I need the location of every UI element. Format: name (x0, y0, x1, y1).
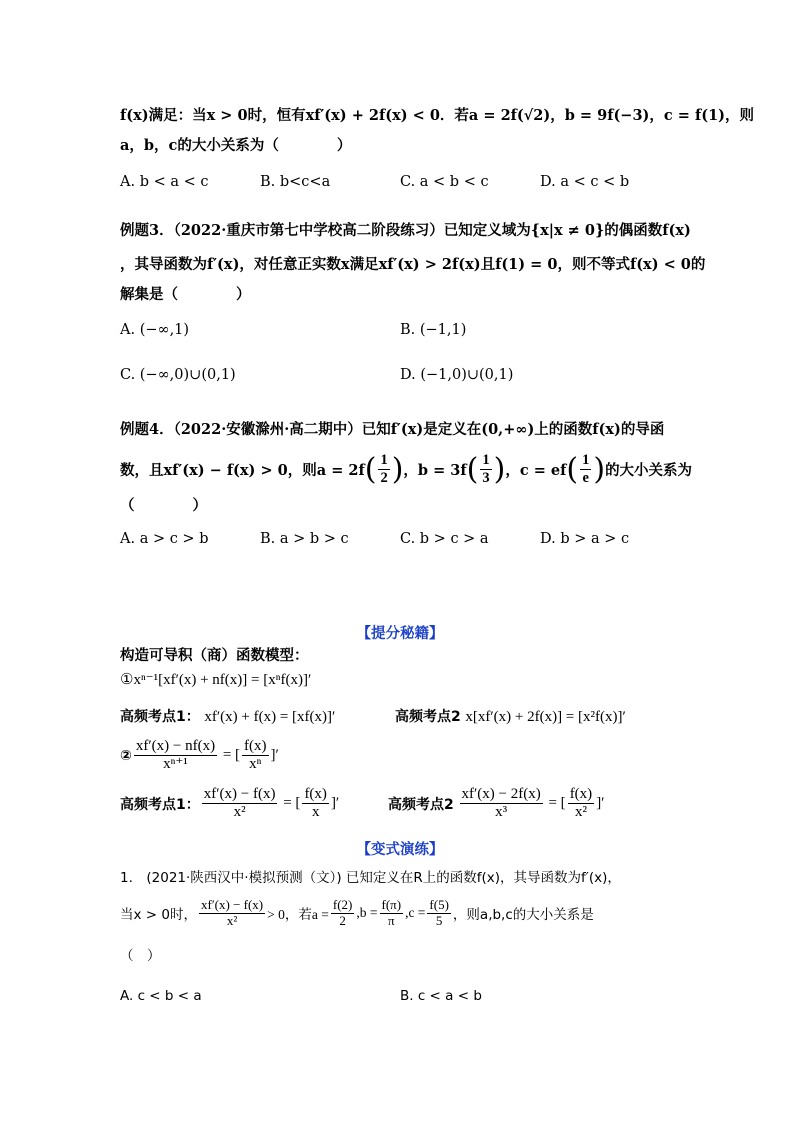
high-freq-row (395, 706, 626, 726)
denominator: x³ (495, 804, 508, 821)
inequality-text: > 0，若a = (267, 907, 329, 923)
fraction (460, 786, 543, 822)
numerator: 1 (380, 452, 388, 469)
fraction (380, 898, 404, 929)
model-2-mark: ② (120, 747, 132, 764)
b-expression: ，b = 3f (403, 462, 467, 479)
numerator: 1 (482, 452, 490, 469)
paren-close-icon: ) (593, 452, 606, 487)
denominator: xⁿ (249, 756, 262, 773)
high-freq-row: 高频考点1： $\frac{xf'(x) - f(x)}{\text{x²}}$ = [ $\frac{f(x)}{x}$ ]′ (120, 786, 340, 821)
numerator: f(x) (242, 738, 269, 756)
denominator: 5 (435, 912, 443, 928)
high-freq-row (120, 706, 335, 726)
example-4-heading: 例题4．（2022·安徽滁州·高二期中）已知f′(x)是定义在(0,+∞)上的函数f(x)的导函 (120, 421, 665, 438)
practice-question-line: （ ） (120, 948, 161, 964)
fraction (480, 452, 491, 486)
denominator: x² (233, 804, 246, 821)
line-suffix: 的大小关系为 (605, 462, 693, 479)
numerator: xf′(x) − 2f(x) (460, 786, 543, 804)
denominator: π (387, 912, 395, 928)
paren-open-icon: ( (466, 452, 479, 487)
fraction (580, 452, 591, 486)
option-c: C. b > c > a (400, 531, 489, 547)
numerator: f(5) (429, 897, 449, 912)
section-title-practice: 【变式演练】 (356, 842, 444, 858)
high-freq-row: 高频考点2 $\frac{xf'(x) - 2f(x)}{\text{x³}}$ = [ $\frac{f(x)}{\text{x²}}$ ]′ (388, 786, 605, 821)
high-freq-label: 高频考点1： (120, 709, 200, 725)
option-c: C. (−∞,0)∪(0,1) (120, 367, 236, 383)
denominator: x² (226, 912, 238, 928)
paren-close-icon: ) (391, 452, 404, 487)
option-b: B. a > b > c (260, 531, 349, 547)
fraction (568, 786, 595, 822)
line-prefix: 数，且xf′(x) − f(x) > 0，则a = 2f (120, 462, 365, 479)
paren-close-icon: ) (493, 452, 506, 487)
option-b: B. c < a < b (400, 988, 482, 1004)
fraction (427, 898, 451, 929)
question-text-line: （ ） (120, 497, 207, 514)
question-text-line: 解集是（ ） (120, 286, 251, 303)
fraction (199, 898, 265, 929)
high-freq-label: 高频考点2 (395, 709, 461, 725)
fraction (202, 786, 278, 822)
option-d: D. b > a > c (540, 531, 630, 547)
numerator: f(x) (302, 786, 329, 804)
option-a: A. (−∞,1) (120, 322, 190, 338)
high-freq-label: 高频考点1： (120, 796, 200, 813)
high-freq-label: 高频考点2 (388, 796, 454, 813)
numerator: xf′(x) − nf(x) (134, 738, 217, 756)
condition-text: 当x > 0时， (120, 907, 197, 924)
question-text-line: ，其导函数为f′(x)，对任意正实数x满足xf′(x) > 2f(x)且f(1) = 0，则不等式f(x) < 0的 (120, 256, 706, 273)
option-d: D. a < c < b (540, 174, 630, 190)
numerator: xf′(x) − f(x) (200, 897, 264, 912)
fraction (302, 786, 329, 822)
denominator: x (311, 804, 320, 821)
option-a: A. a > c > b (120, 531, 209, 547)
option-d: D. (−1,0)∪(0,1) (400, 367, 514, 383)
option-b: B. (−1,1) (400, 322, 467, 338)
option-a: A. c < b < a (120, 988, 202, 1004)
denominator: xⁿ⁺¹ (163, 756, 188, 773)
practice-question-line (120, 898, 594, 929)
model-1-formula: ①xⁿ⁻¹[xf′(x) + nf(x)] = [xⁿf(x)]′ (120, 672, 312, 688)
question-text-line: f(x)满足：当x > 0时，恒有xf′(x) + 2f(x) < 0．若a = 2f(√2)，b = 9f(−3)，c = f(1)，则 (120, 107, 755, 124)
question-text-line (120, 452, 692, 487)
practice-question-line: 1. (2021·陕西汉中·模拟预测（文）) 已知定义在R上的函数f(x)，其导函数为f′(x)， (120, 870, 621, 886)
numerator: f(x) (568, 786, 595, 804)
c-expression: ,c = (405, 905, 426, 921)
fraction (378, 452, 389, 486)
denominator: 3 (482, 470, 490, 486)
numerator: f(2) (332, 897, 353, 912)
fraction (134, 738, 217, 774)
denominator: e (582, 470, 589, 486)
high-freq-formula: xf′(x) + f(x) = [xf(x)]′ (204, 709, 336, 725)
denominator: x² (574, 804, 587, 821)
option-b: B. b<c<a (260, 174, 331, 190)
model-2-formula: ② $\frac{xf'(x) - nf(x)}{\text{xⁿ⁺¹}}$ = [ $\frac{f(x)}{\text{xⁿ}}$ ]′ (120, 738, 279, 773)
c-expression: ，c = ef (505, 462, 567, 479)
fraction (331, 898, 355, 929)
example-3-heading: 例题3．（2022·重庆市第七中学校高二阶段练习）已知定义域为{x|x ≠ 0}的偶函数f(x) (120, 222, 691, 239)
option-c: C. a < b < c (400, 174, 489, 190)
paren-open-icon: ( (364, 452, 377, 487)
denominator: 2 (380, 470, 388, 486)
numerator: f(π) (381, 897, 402, 912)
tips-subtitle: 构造可导积（商）函数模型： (120, 647, 309, 664)
fraction (242, 738, 269, 774)
section-title-tips: 【提分秘籍】 (356, 626, 444, 642)
question-text-line: a，b，c的大小关系为（ ） (120, 137, 352, 154)
high-freq-formula: x[xf′(x) + 2f(x)] = [x²f(x)]′ (465, 709, 626, 725)
option-a: A. b < a < c (120, 174, 209, 190)
question-tail: ，则a,b,c的大小关系是 (452, 907, 594, 924)
denominator: 2 (339, 912, 346, 928)
numerator: xf′(x) − f(x) (202, 786, 278, 804)
paren-open-icon: ( (566, 452, 579, 487)
b-expression: ,b = (356, 905, 378, 921)
numerator: 1 (582, 452, 590, 469)
